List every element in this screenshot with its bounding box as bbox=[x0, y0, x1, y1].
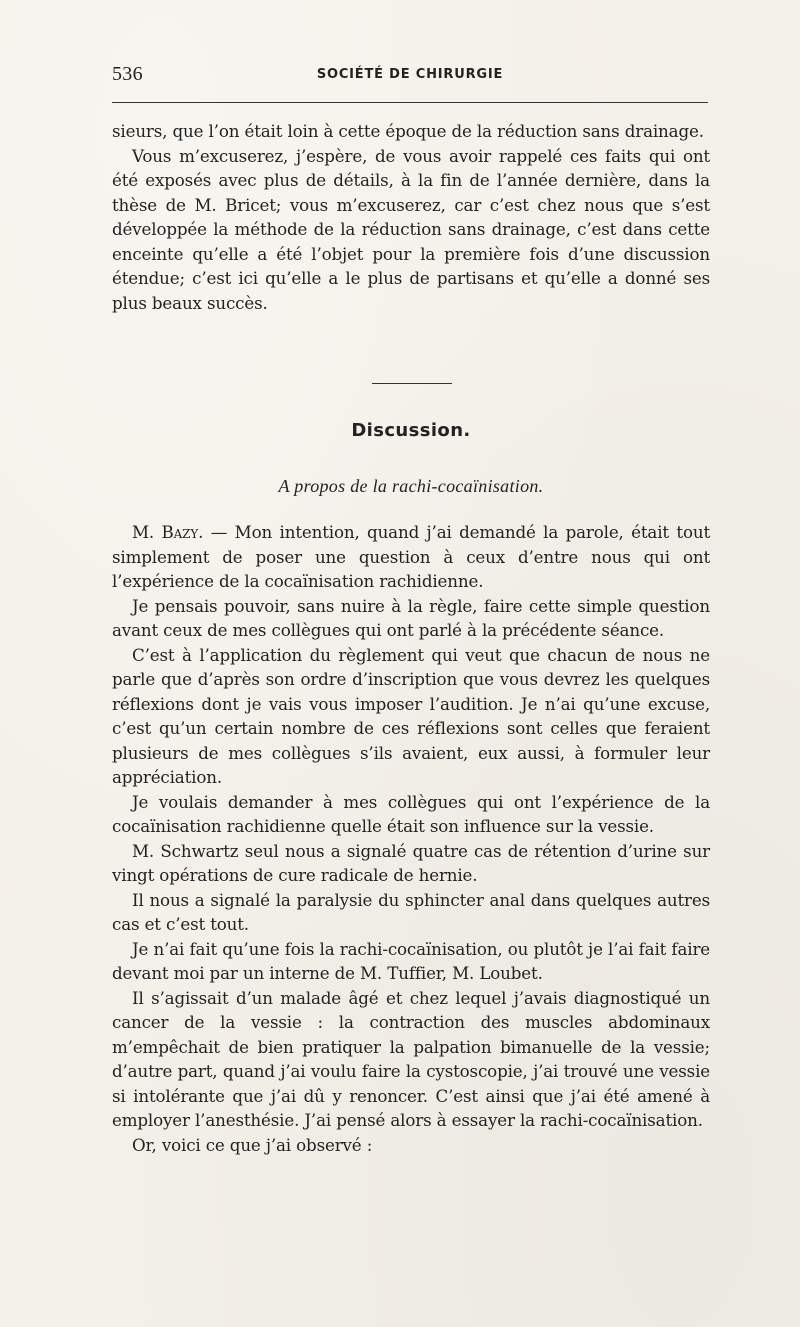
paragraph: Je pensais pouvoir, sans nuire à la règle, faire cette simple question avant ceux de mes collègues qui ont parlé à la précédente séance. bbox=[112, 595, 710, 640]
section-subtitle: A propos de la rachi-cocaïnisation. bbox=[278, 476, 544, 496]
running-title: SOCIÉTÉ DE CHIRURGIE bbox=[316, 67, 504, 82]
paragraph: sieurs, que l’on était loin à cette époque de la réduction sans drainage. bbox=[112, 121, 704, 141]
section-separator bbox=[372, 383, 452, 384]
paragraph bbox=[112, 520, 710, 594]
paragraph: Il nous a signalé la paralysie du sphincter anal dans quelques autres cas et c’est tout. bbox=[112, 889, 710, 934]
paragraph: C’est à l’application du règlement qui veut que chacun de nous ne parle que d’après son ordre d’inscription que vous devrez les quelques réflexions dont je vais vous imposer l’audition. Je n’ai qu’une excuse, c’est qu’un certain nombre de ces réflexions sont celles que feraient plusieurs de mes collègues s’ils avaient, eux aussi, à formuler leur appréciation. bbox=[112, 644, 710, 787]
paragraph: Or, voici ce que j’ai observé : bbox=[132, 1134, 373, 1155]
paragraph: Vous m’excuserez, j’espère, de vous avoir rappelé ces faits qui ont été exposés avec plus de détails, à la fin de l’année dernière, dans la thèse de M. Bricet; vous m’excuserez, car c’est chez nous que s’est développée la méthode de la réduction sans drainage, c’est dans cette enceinte qu’elle a été l’objet pour la première fois d’une discussion étendue; c’est ici qu’elle a le plus de partisans et qu’elle a donné ses plus beaux succès. bbox=[112, 145, 710, 313]
page-header bbox=[112, 63, 708, 89]
speaker-prefix: M. bbox=[132, 522, 162, 542]
paragraph: Il s’agissait d’un malade âgé et chez lequel j’avais diagnostiqué un cancer de la vessie : la contraction des muscles abdominaux m’empêchait de bien pratiquer la palpation bimanuelle de la vessie; d’autre part, quand j’ai voulu faire la cystoscopie, j’ai trouvé une vessie si intolérante que j’ai dû y renoncer. C’est ainsi que j’ai été amené à employer l’anesthésie. J’ai pensé alors à essayer la rachi-cocaïnisation. bbox=[112, 987, 710, 1130]
paragraph: Je n’ai fait qu’une fois la rachi-cocaïnisation, ou plutôt je l’ai fait faire devant moi par un interne de M. Tuffier, M. Loubet. bbox=[112, 938, 710, 983]
paragraph: M. Schwartz seul nous a signalé quatre cas de rétention d’urine sur vingt opérations de cure radicale de hernie. bbox=[112, 840, 710, 885]
header-rule bbox=[112, 102, 708, 103]
page-number: 536 bbox=[112, 63, 143, 85]
intro-text bbox=[112, 119, 710, 315]
discussion-text bbox=[112, 520, 710, 1157]
speaker-name: Bazy bbox=[161, 522, 199, 542]
section-title: Discussion. bbox=[351, 420, 471, 441]
paragraph: Je voulais demander à mes collègues qui ont l’expérience de la cocaïnisation rachidienne quelle était son influence sur la vessie. bbox=[112, 791, 710, 836]
paragraph-text: . — Mon intention, quand j’ai demandé la parole, était tout simplement de poser une question à ceux d’entre nous qui ont l’expérience de la cocaïnisation rachidienne. bbox=[112, 522, 710, 591]
